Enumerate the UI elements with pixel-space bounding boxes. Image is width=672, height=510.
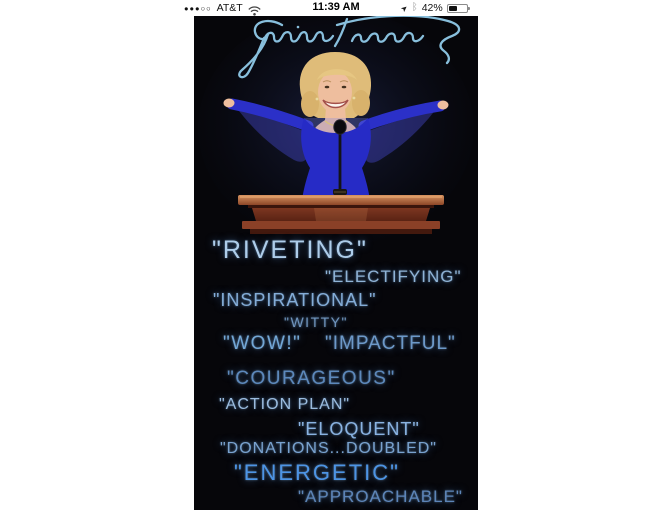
podium-base (242, 221, 440, 229)
podium-base-shadow (250, 229, 432, 234)
right-eye (342, 86, 347, 89)
left-eye (325, 86, 330, 89)
quote-witty: "WITTY" (284, 314, 348, 330)
quote-energetic: "ENERGETIC" (234, 460, 400, 485)
left-earring (316, 98, 319, 101)
quote-wow: "WOW!" (223, 333, 302, 354)
speaker-scene-illustration (194, 16, 478, 248)
podium-sheen (314, 208, 368, 221)
right-hand (438, 101, 449, 110)
location-services-icon: ➤ (398, 2, 410, 14)
quote-impactful: "IMPACTFUL" (325, 333, 456, 354)
hair-curl-left (301, 91, 319, 117)
quote-courageous: "COURAGEOUS" (227, 368, 396, 389)
battery-fill (449, 6, 457, 11)
quote-electifying: "ELECTIFYING" (325, 267, 462, 286)
quote-eloquent: "ELOQUENT" (298, 419, 420, 439)
poster-photo[interactable] (194, 16, 478, 510)
signal-strength-icon: ●●●○○ (184, 4, 212, 13)
podium-shadow (248, 205, 434, 208)
right-earring (353, 97, 356, 100)
left-hand (224, 99, 235, 108)
battery-percent-label: 42% (421, 2, 443, 14)
clock-label: 11:39 AM (312, 1, 360, 13)
podium (238, 195, 444, 234)
battery-icon (447, 4, 468, 13)
quote-riveting: "RIVETING" (212, 236, 368, 264)
quote-inspirational: "INSPIRATIONAL" (213, 290, 377, 310)
quote-donations-doubled: "DONATIONS...DOUBLED" (220, 440, 437, 457)
mic-stand (339, 132, 342, 194)
quote-approachable: "APPROACHABLE" (298, 487, 463, 506)
mic-head (334, 120, 346, 134)
bluetooth-icon: ᛒ (411, 2, 418, 13)
carrier-label: AT&T (216, 2, 243, 14)
quote-action-plan: "ACTION PLAN" (219, 396, 351, 413)
hair-curl-right (352, 90, 370, 116)
status-bar (0, 0, 672, 16)
status-right-cluster (398, 0, 468, 16)
battery-cap (468, 7, 470, 10)
